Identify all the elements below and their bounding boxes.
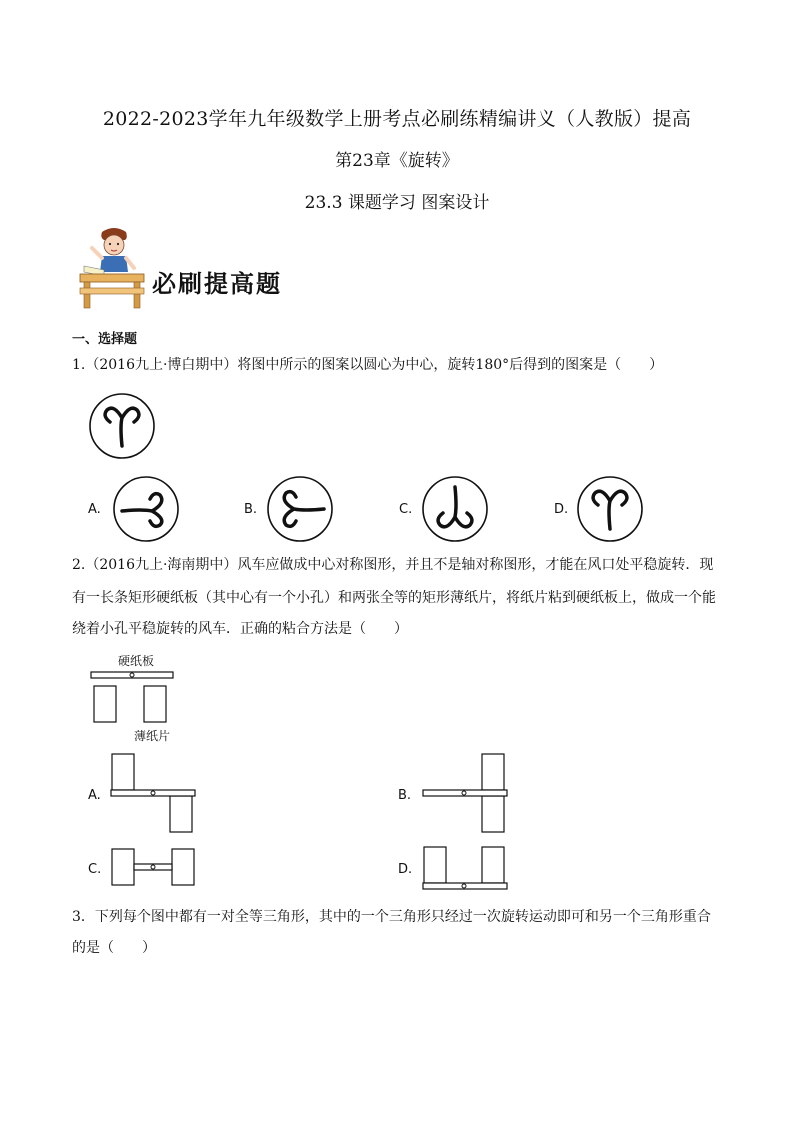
- q1-option-a-figure[interactable]: [112, 475, 180, 543]
- question-1-text: 1.（2016九上·博白期中）将图中所示的图案以圆心为中心，旋转180°后得到的图案是（ ）: [72, 357, 664, 373]
- question-3-line-1: 3．下列每个图中都有一对全等三角形，其中的一个三角形只经过一次旋转运动即可和另一个三角形重合: [72, 909, 711, 925]
- thin-paper-label: 薄纸片: [134, 729, 171, 743]
- q2-option-b-figure[interactable]: [420, 752, 510, 836]
- document-title: 2022-2023学年九年级数学上册考点必刷练精编讲义（人教版）提高: [102, 108, 692, 130]
- q1-original-pattern: [88, 392, 156, 460]
- q2-option-c-figure[interactable]: [108, 846, 200, 888]
- q1-option-c-label[interactable]: C.: [399, 502, 413, 517]
- question-2-line-3: 绕着小孔平稳旋转的风车．正确的粘合方法是（ ）: [72, 621, 408, 637]
- question-2-line-1: 2.（2016九上·海南期中）风车应做成中心对称图形，并且不是轴对称图形，才能在风口处平稳旋转．现: [72, 557, 714, 573]
- question-3-line-2: 的是（ ）: [72, 940, 156, 956]
- q1-option-d-figure[interactable]: [576, 475, 644, 543]
- q2-option-b-label[interactable]: B.: [398, 788, 412, 803]
- chapter-title: 第23章《旋转》: [335, 151, 459, 171]
- cardboard-label: 硬纸板: [118, 654, 155, 668]
- q1-option-a-label[interactable]: A.: [88, 502, 101, 517]
- q2-reference-figure: [88, 650, 198, 746]
- question-2-line-2: 有一长条矩形硬纸板（其中心有一个小孔）和两张全等的矩形薄纸片，将纸片粘到硬纸板上，做成一个能: [72, 590, 716, 606]
- q2-option-d-label[interactable]: D.: [398, 862, 413, 877]
- q1-option-b-figure[interactable]: [266, 475, 334, 543]
- q2-option-c-label[interactable]: C.: [88, 862, 102, 877]
- q2-option-a-figure[interactable]: [108, 752, 200, 836]
- banner-title: 必刷提高题: [152, 269, 282, 298]
- section-heading: 一、选择题: [72, 332, 138, 347]
- q1-option-c-figure[interactable]: [421, 475, 489, 543]
- q2-option-d-figure[interactable]: [420, 844, 510, 892]
- q2-option-a-label[interactable]: A.: [88, 788, 101, 803]
- q1-option-d-label[interactable]: D.: [554, 502, 569, 517]
- q1-option-b-label[interactable]: B.: [244, 502, 258, 517]
- lesson-title: 23.3 课题学习 图案设计: [304, 193, 490, 213]
